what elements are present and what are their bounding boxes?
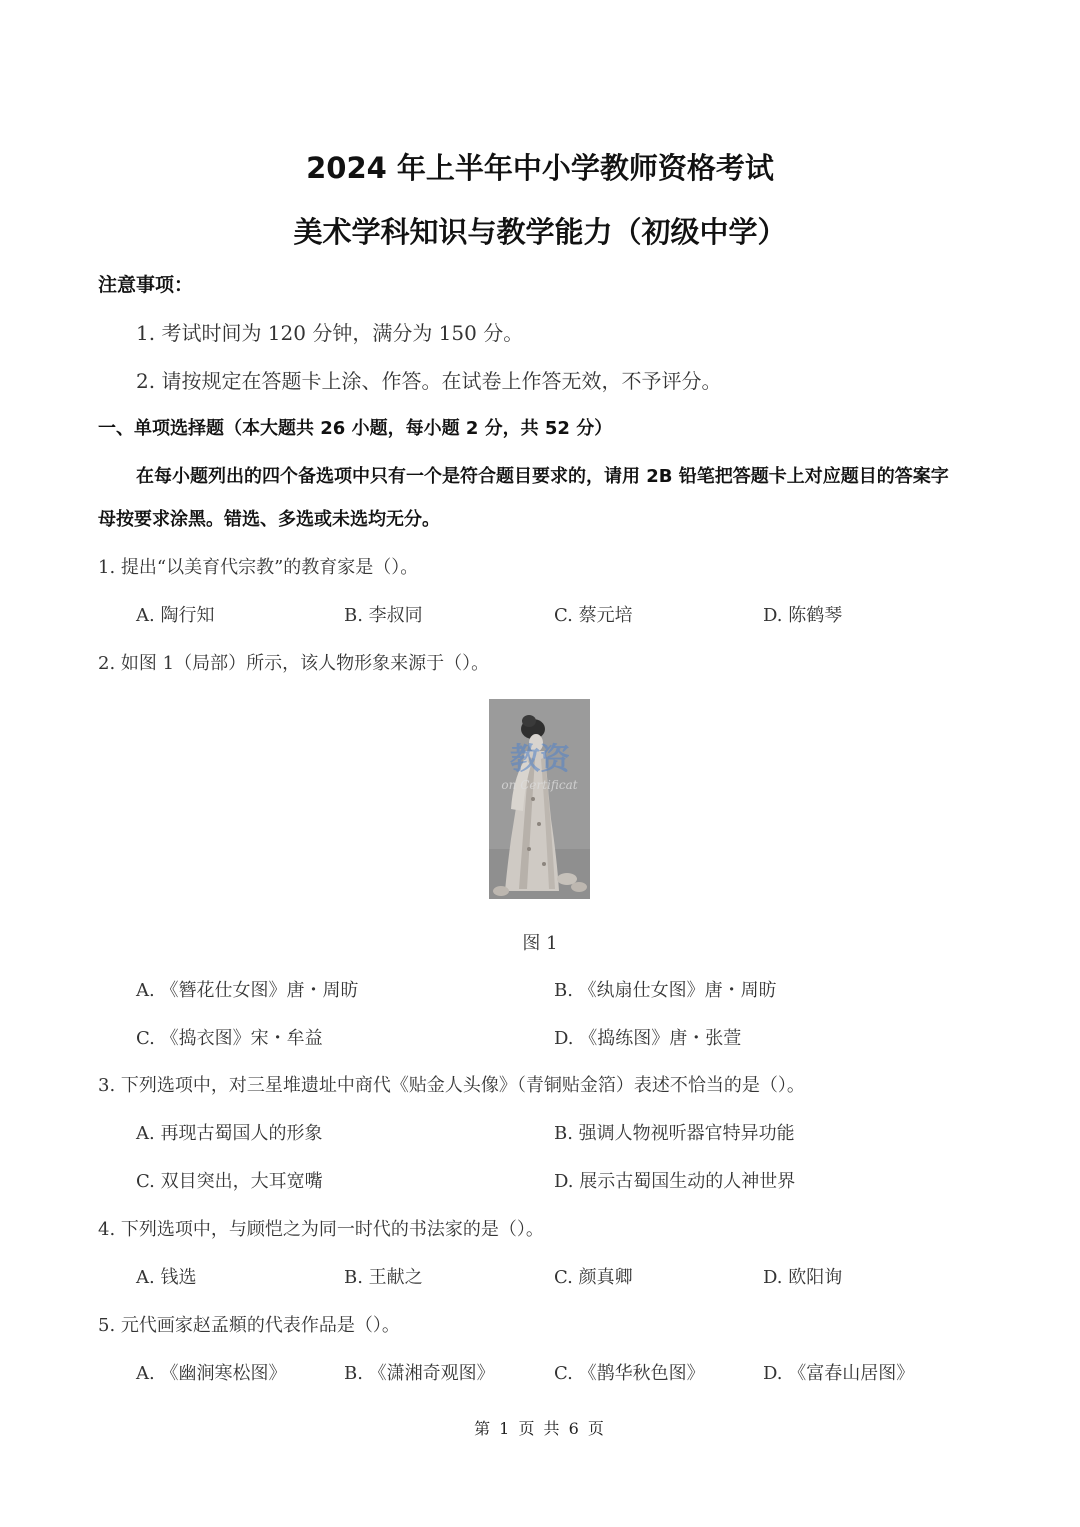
option-d: D. 《富春山居图》 [763, 1363, 915, 1384]
watermark-text: 教资 [510, 742, 570, 777]
option-c: C. 蔡元培 [554, 605, 633, 626]
option-c: C. 《捣衣图》宋・牟益 [136, 1028, 323, 1049]
court-lady-illustration [489, 699, 590, 899]
option-a: A. 钱选 [136, 1267, 197, 1288]
notice-heading: 注意事项： [98, 274, 194, 296]
question-stem: 1. 提出“以美育代宗教”的教育家是（）。 [98, 557, 419, 578]
exam-subtitle: 美术学科知识与教学能力（初级中学） [293, 215, 787, 249]
option-b: B. 王献之 [344, 1267, 423, 1288]
option-a: A. 《簪花仕女图》唐・周昉 [136, 980, 359, 1001]
exam-title: 2024 年上半年中小学教师资格考试 [306, 151, 774, 185]
option-a: A. 陶行知 [136, 605, 215, 626]
watermark-subtext: on Certificat [501, 778, 578, 792]
option-b: B. 《纨扇仕女图》唐・周昉 [554, 980, 777, 1001]
option-c: C. 颜真卿 [554, 1267, 633, 1288]
option-a: A. 再现古蜀国人的形象 [136, 1123, 323, 1144]
page-number: 第 1 页 共 6 页 [474, 1419, 606, 1438]
option-b: B. 《潇湘奇观图》 [344, 1363, 495, 1384]
question-stem: 2. 如图 1（局部）所示，该人物形象来源于（）。 [98, 653, 490, 674]
figure-caption: 图 1 [522, 933, 558, 954]
notice-item: 1. 考试时间为 120 分钟，满分为 150 分。 [136, 321, 524, 345]
section-instruction: 在每小题列出的四个备选项中只有一个是符合题目要求的，请用 2B 铅笔把答题卡上对应题目的答案字 [136, 466, 949, 487]
question-stem: 5. 元代画家赵孟頫的代表作品是（）。 [98, 1315, 400, 1336]
watermark [0, 734, 1080, 778]
question-stem: 4. 下列选项中，与顾恺之为同一时代的书法家的是（）。 [98, 1219, 544, 1240]
section-instruction: 母按要求涂黑。错选、多选或未选均无分。 [98, 509, 440, 530]
option-b: B. 李叔同 [344, 605, 423, 626]
painting-figure-image [489, 699, 590, 899]
section-heading: 一、单项选择题（本大题共 26 小题，每小题 2 分，共 52 分） [98, 418, 613, 439]
question-stem: 3. 下列选项中，对三星堆遗址中商代《贴金人头像》（青铜贴金箔）表述不恰当的是（）。 [98, 1075, 805, 1096]
option-d: D. 《捣练图》唐・张萱 [554, 1028, 742, 1049]
option-b: B. 强调人物视听器官特异功能 [554, 1123, 795, 1144]
option-c: C. 《鹊华秋色图》 [554, 1363, 705, 1384]
option-d: D. 展示古蜀国生动的人神世界 [554, 1171, 796, 1192]
notice-item: 2. 请按规定在答题卡上涂、作答。在试卷上作答无效，不予评分。 [136, 369, 722, 393]
option-c: C. 双目突出，大耳宽嘴 [136, 1171, 323, 1192]
option-a: A. 《幽涧寒松图》 [136, 1363, 287, 1384]
option-d: D. 欧阳询 [763, 1267, 843, 1288]
option-d: D. 陈鹤琴 [763, 605, 843, 626]
